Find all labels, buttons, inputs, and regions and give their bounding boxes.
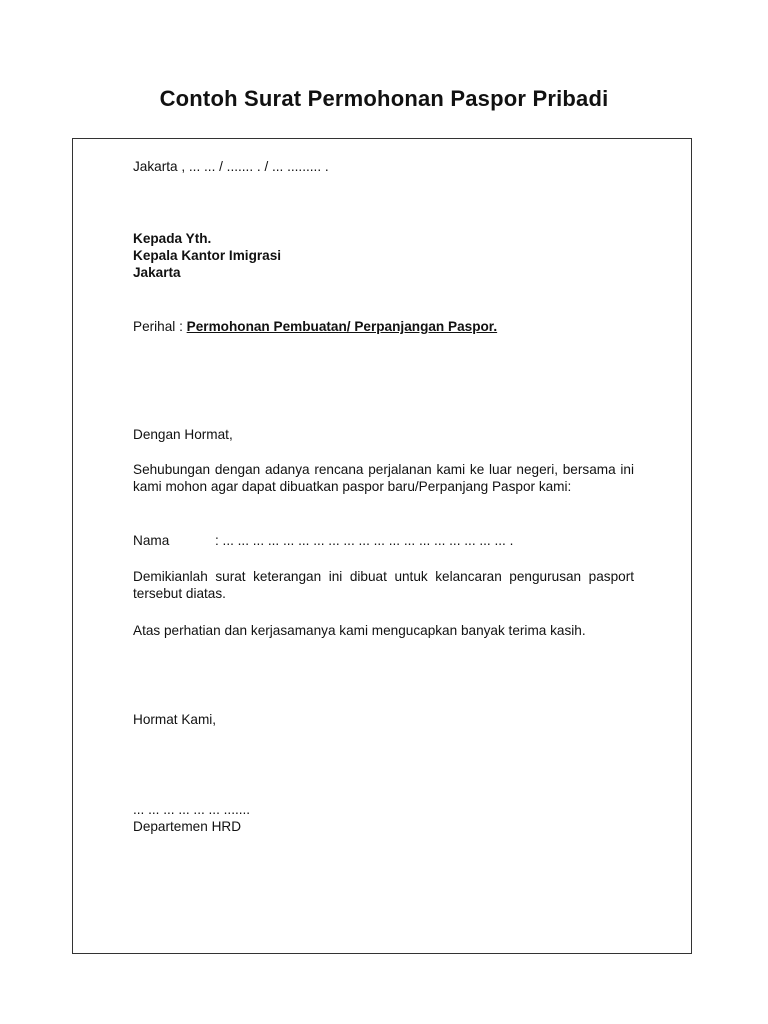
nama-label: Nama: [133, 533, 170, 548]
closing: Hormat Kami,: [133, 712, 217, 727]
nama-line: [133, 532, 513, 549]
perihal-line: [133, 318, 497, 335]
nama-placeholder: : ... ... ... ... ... ... ... ... ... ... ... ... ... ... ... ... ... ... ... .: [215, 533, 514, 548]
recipient-line-1: Kepada Yth.: [133, 231, 212, 246]
page-title: Contoh Surat Permohonan Paspor Pribadi: [159, 86, 609, 111]
body-paragraph-2: Demikianlah surat keterangan ini dibuat untuk kelancaran pengurusan pasport tersebut diatas.: [133, 569, 634, 601]
recipient-line-3: Jakarta: [133, 265, 181, 280]
salutation: Dengan Hormat,: [133, 427, 233, 442]
perihal-label: Perihal :: [133, 319, 183, 334]
body-paragraph-3: Atas perhatian dan kerjasamanya kami mengucapkan banyak terima kasih.: [133, 623, 586, 638]
department-name: Departemen HRD: [133, 819, 242, 834]
recipient-line-2: Kepala Kantor Imigrasi: [133, 248, 282, 263]
signature-placeholder: ... ... ... ... ... ... .......: [133, 802, 251, 817]
perihal-subject: Permohonan Pembuatan/ Perpanjangan Paspor.: [186, 319, 498, 334]
date-line: Jakarta , ... ... / ....... . / ... ......... .: [133, 159, 329, 174]
body-paragraph-1: Sehubungan dengan adanya rencana perjalanan kami ke luar negeri, bersama ini kami mohon agar dapat dibuatkan paspor baru/Perpanjang Paspor kami:: [133, 462, 634, 494]
